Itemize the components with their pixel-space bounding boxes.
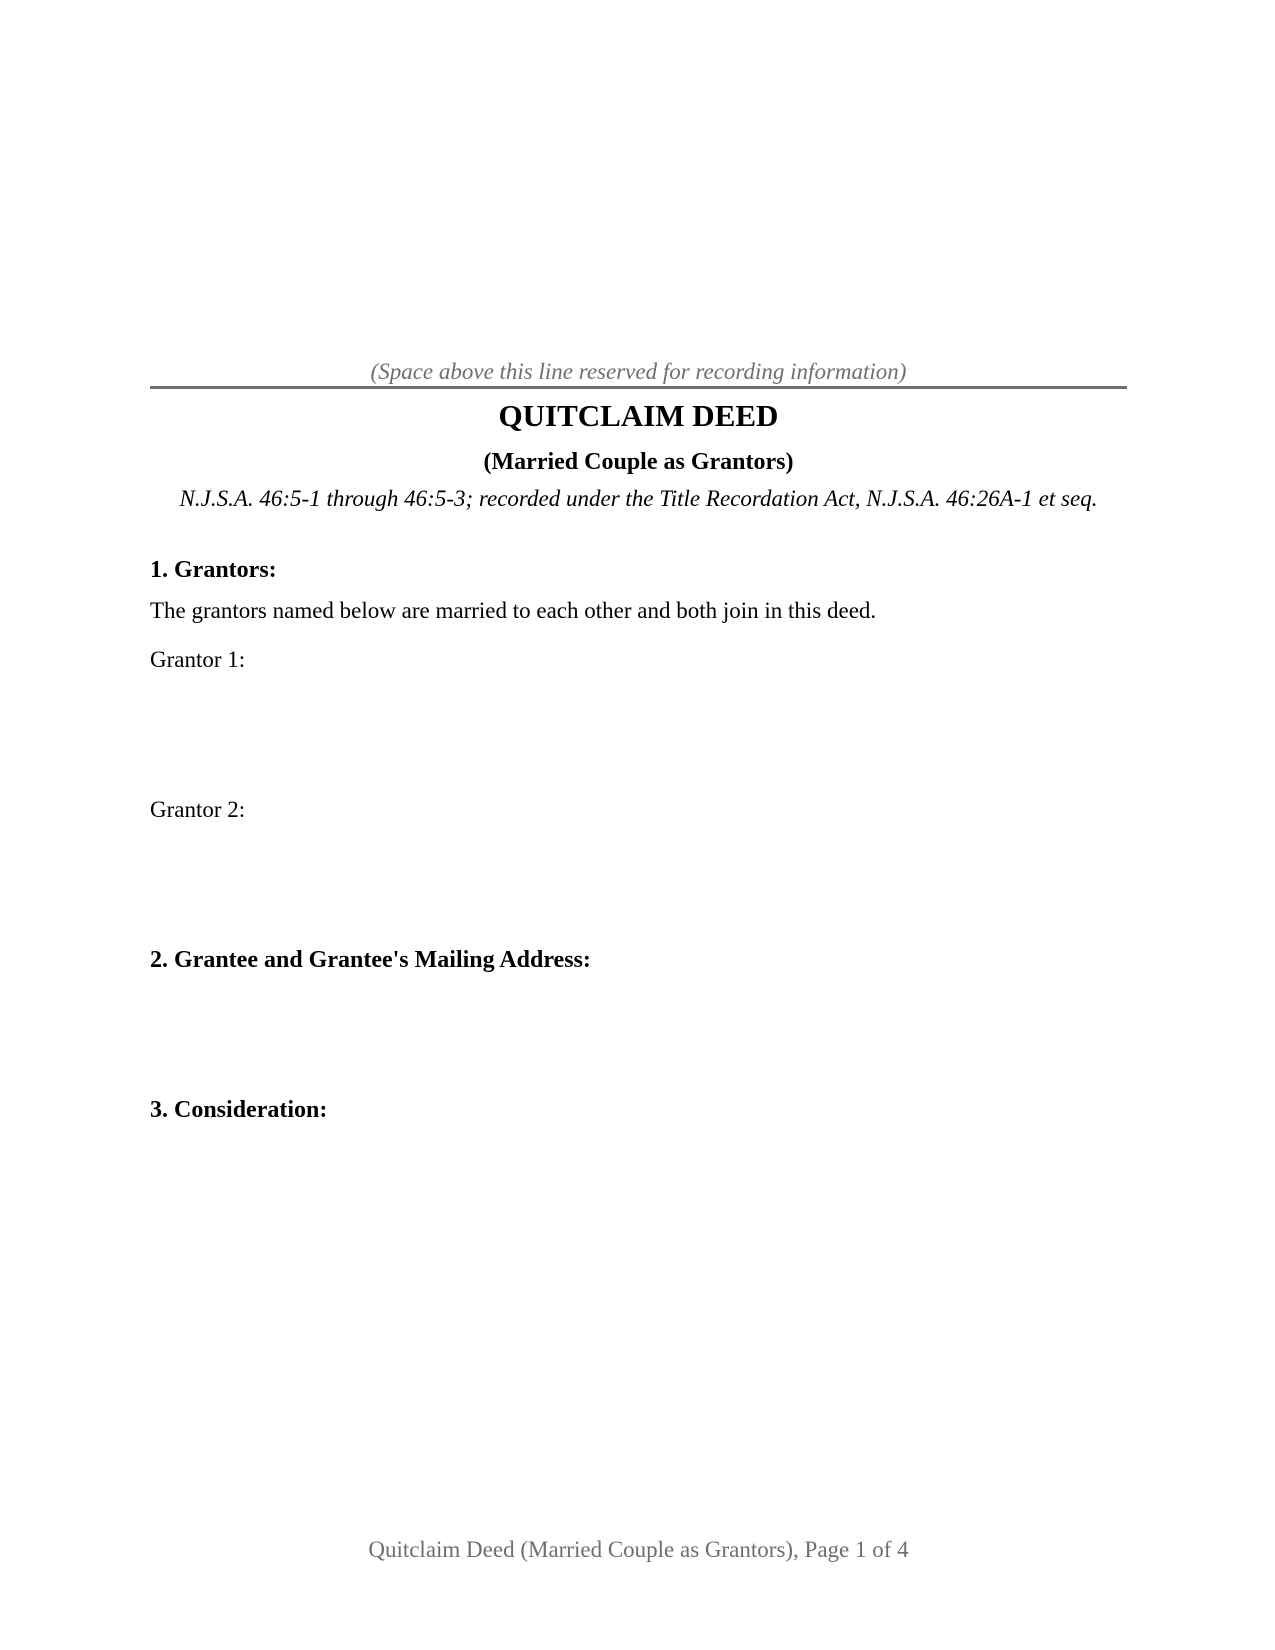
section-heading-grantors: 1. Grantors: <box>150 557 277 583</box>
section-heading-consideration: 3. Consideration: <box>150 1097 328 1123</box>
page-footer: Quitclaim Deed (Married Couple as Grantors), Page 1 of 4 <box>368 1537 909 1562</box>
grantor-2-label: Grantor 2: <box>150 797 246 822</box>
recording-divider-line <box>150 386 1127 389</box>
grantor-1-label: Grantor 1: <box>150 647 246 672</box>
recording-space-note: (Space above this line reserved for recording information) <box>370 359 907 384</box>
grantors-intro-text: The grantors named below are married to each other and both join in this deed. <box>150 598 877 623</box>
deed-subtitle: (Married Couple as Grantors) <box>483 449 794 475</box>
section-heading-grantee: 2. Grantee and Grantee's Mailing Address: <box>150 947 591 973</box>
statute-citation: N.J.S.A. 46:5-1 through 46:5-3; recorded under the Title Recordation Act, N.J.S.A. 46:26A-1 et seq. <box>179 486 1098 511</box>
deed-title: QUITCLAIM DEED <box>498 398 779 433</box>
